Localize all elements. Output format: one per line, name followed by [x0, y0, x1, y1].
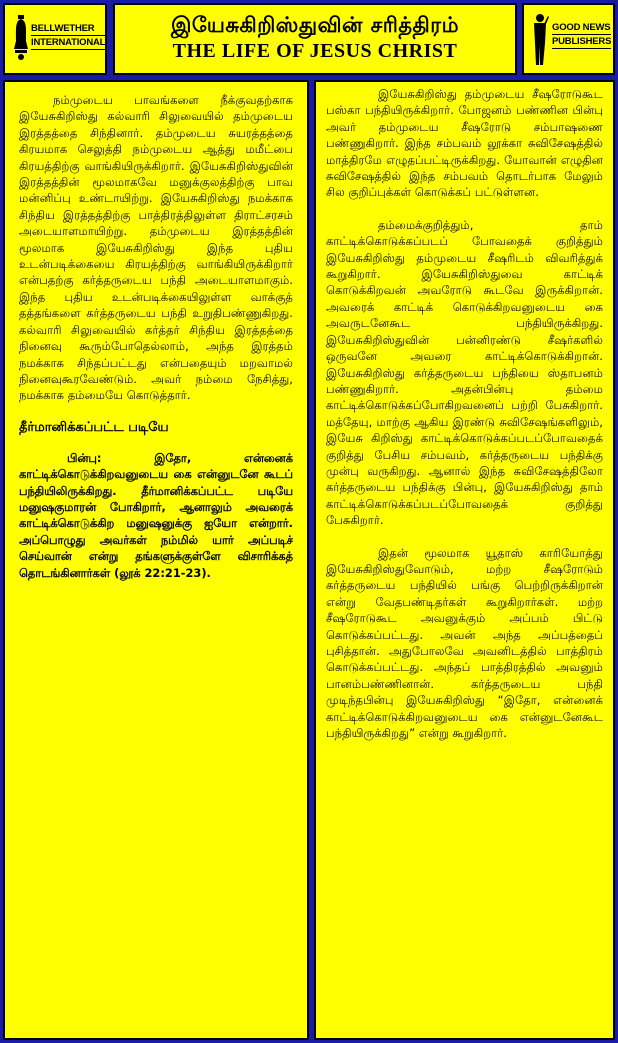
right-paragraph-1: இயேசுகிறிஸ்து தம்முடைய சீஷரோடுகூட பஸ்கா பந்தியிருக்கிறார். போஜனம் பண்ணின பின்பு அவர் தம்முடைய சீஷரோடு சம்பாஷணை பண்ணுகிறார். இந்த சம்பவம் லூக்கா சுவிசேஷத்தில் மாத்திரமே எழுதப்பட்டிருக்கிறது. யோவான் எழுதின சுவிசேஷத்தில் இந்த சம்பவம் தொடர்பாக மேலும் சில குறிப்புக்கள் கொடுக்கப் பட்டுள்ளன.	[326, 87, 603, 200]
logo-text-line1: GOOD NEWS	[552, 22, 611, 33]
right-paragraph-2: தம்மைக்குறித்தும், தாம் காட்டிக்கொடுக்கப்படப் போவதைக் குறித்தும் இயேசுகிறிஸ்து தம்முடைய சீஷரிடம் விவரித்துக் கூறுகிறார். இயேசுகிறிஸ்துவை காட்டிக் கொடுக்கிறவன் அவரோடு கூடவே இருக்கிறான். அவரைக் காட்டிக் கொடுக்கிறவனுடைய கை அவருடனேகூட பந்தியிருக்கிறது. இயேசுகிறிஸ்துவின் பன்னிரண்டு சீஷர்களில் ஒருவனே அவரை காட்டிக்கொடுக்கிறான். இயேசுகிறிஸ்து கர்த்தருடைய பந்தியை ஸ்தாபனம் பண்ணுகிறார். அதன்பின்பு தம்மை காட்டிக்கொடுக்கப்போகிறவனைப் பற்றி பேசுகிறார். மத்தேயு, மாற்கு ஆகிய இரண்டு சுவிசேஷங்களிலும், இயேசு கிறிஸ்து காட்டிக்கொடுக்கப்படப்போவதைக் குறித்து பேசிய சம்பவம், கர்த்தருடைய பந்திக்கு முன்பு வருகிறது. ஆனால் இந்த சுவிசேஷத்திலோ கர்த்தருடைய பந்திக்கு பின்பு, இயேசுகிறிஸ்து தாம் காட்டிக்கொடுக்கப்படப்போவதைக் குறித்து பேசுகிறார்.	[326, 217, 603, 528]
paragraph-gap	[326, 201, 603, 217]
left-paragraph-1: நம்முடைய பாவங்களை நீக்குவதற்காக இயேசுகிறிஸ்து கல்வாரி சிலுவையில் தம்முடைய இரத்தத்தை சிந்தினார். தம்முடைய சுயரத்தத்தை கிரயமாக செலுத்தி நம்முடைய ஆத்து மமீட்பை கிரயத்திற்கு வாங்கியிருக்கிறார். இயேசுகிறிஸ்துவின் இரத்தத்தின் மூலமாகவே மனுக்குலத்திற்கு பாவ மன்னிப்பு உண்டாயிற்று. இயேசுகிறிஸ்து நமக்காக சிந்திய இரத்தத்திற்கு பாத்திரத்திலுள்ள திராட்சரசம் அடையாளமாயிற்று. தம்முடைய இரத்தத்தின் மூலமாக இயேசுகிறிஸ்து இந்த புதிய உடன்படிக்கையை கிரயத்திற்கு வாங்கியிருக்கிறார் என்பதற்கு கர்த்தருடைய பந்தி அடையாளமாகும். இந்த புதிய உடன்படிக்கையிலுள்ள வாக்குத் தத்தங்களை கர்த்தருடைய பந்தி உறுதிபண்ணுகிறது. கல்வாரி சிலுவையில் கர்த்தர் சிந்திய இரத்தத்தை நினைவு கூரும்போதெல்லாம், அந்த இரத்தம் நமக்காக சிந்தப்பட்டது என்பதையும் மறவாமல் நினைவுகூரவேண்டும். அவர் நம்மை நேசித்து, நமக்காக தம்மையே கொடுத்தார்.	[19, 93, 293, 403]
logo-text-line1: BELLWETHER	[31, 22, 105, 36]
right-column	[314, 80, 615, 1040]
page-header	[113, 3, 517, 75]
right-paragraph-3: இதன் மூலமாக யூதாஸ் காரியோத்து இயேசுகிறிஸ்துவோடும், மற்ற சீஷரோடும் கர்த்தருடைய பந்தியில் பங்கு பெற்றிருக்கிறான் என்று வேதபண்டிதர்கள் கூறுகிறார்கள். மற்ற சீஷரோடுகூட அவனுக்கும் அப்பம் பிட்டு கொடுக்கப்பட்டது. அவன் அந்த அப்பத்தைப் புசித்தான். அதுபோலவே அவனிடத்தில் பாத்திரம் கொடுக்கப்பட்டது. அந்தப் பாத்திரத்தில் அவனும் பானம்பண்ணினான். கர்த்தருடைய பந்தி முடிந்தபின்பு இயேசுகிறிஸ்து “இதோ, என்னைக் காட்டிக்கொடுக்கிறவனுடைய கை என்னுடனேகூட பந்தியிருக்கிறது” என்று கூறுகிறார்.	[326, 545, 603, 741]
section-heading: தீர்மானிக்கப்பட்ட படியே	[19, 419, 169, 435]
english-title: THE LIFE OF JESUS CHRIST	[172, 40, 458, 62]
logo-text-line2: INTERNATIONAL	[31, 37, 106, 48]
left-column	[3, 80, 309, 1040]
paragraph-gap	[326, 529, 603, 545]
scripture-quote: பின்பு: இதோ, என்னைக் காட்டிக்கொடுக்கிறவனுடைய கை என்னுடனே கூடப் பந்தியிலிருக்கிறது. தீர்மானிக்கப்பட்ட படியே மனுஷகுமாரன் போகிறார், ஆனாலும் அவரைக் காட்டிக்கொடுக்கிற மனுஷனுக்கு ஐயோ என்றார். அப்பொழுது அவர்கள் நம்மில் யார் அப்படிச் செய்வான் என்று தங்களுக்குள்ளே விசாரிக்கத் தொடங்கினார்கள் (லூக் 22:21-23).	[19, 450, 293, 580]
logo-text-line2: PUBLISHERS	[552, 36, 612, 47]
good-news-logo	[522, 3, 615, 75]
bell-icon	[13, 15, 29, 65]
tamil-title: இயேசுகிறிஸ்துவின் சரித்திரம்	[170, 13, 460, 37]
bellwether-logo	[3, 3, 107, 75]
preacher-icon	[531, 13, 549, 67]
